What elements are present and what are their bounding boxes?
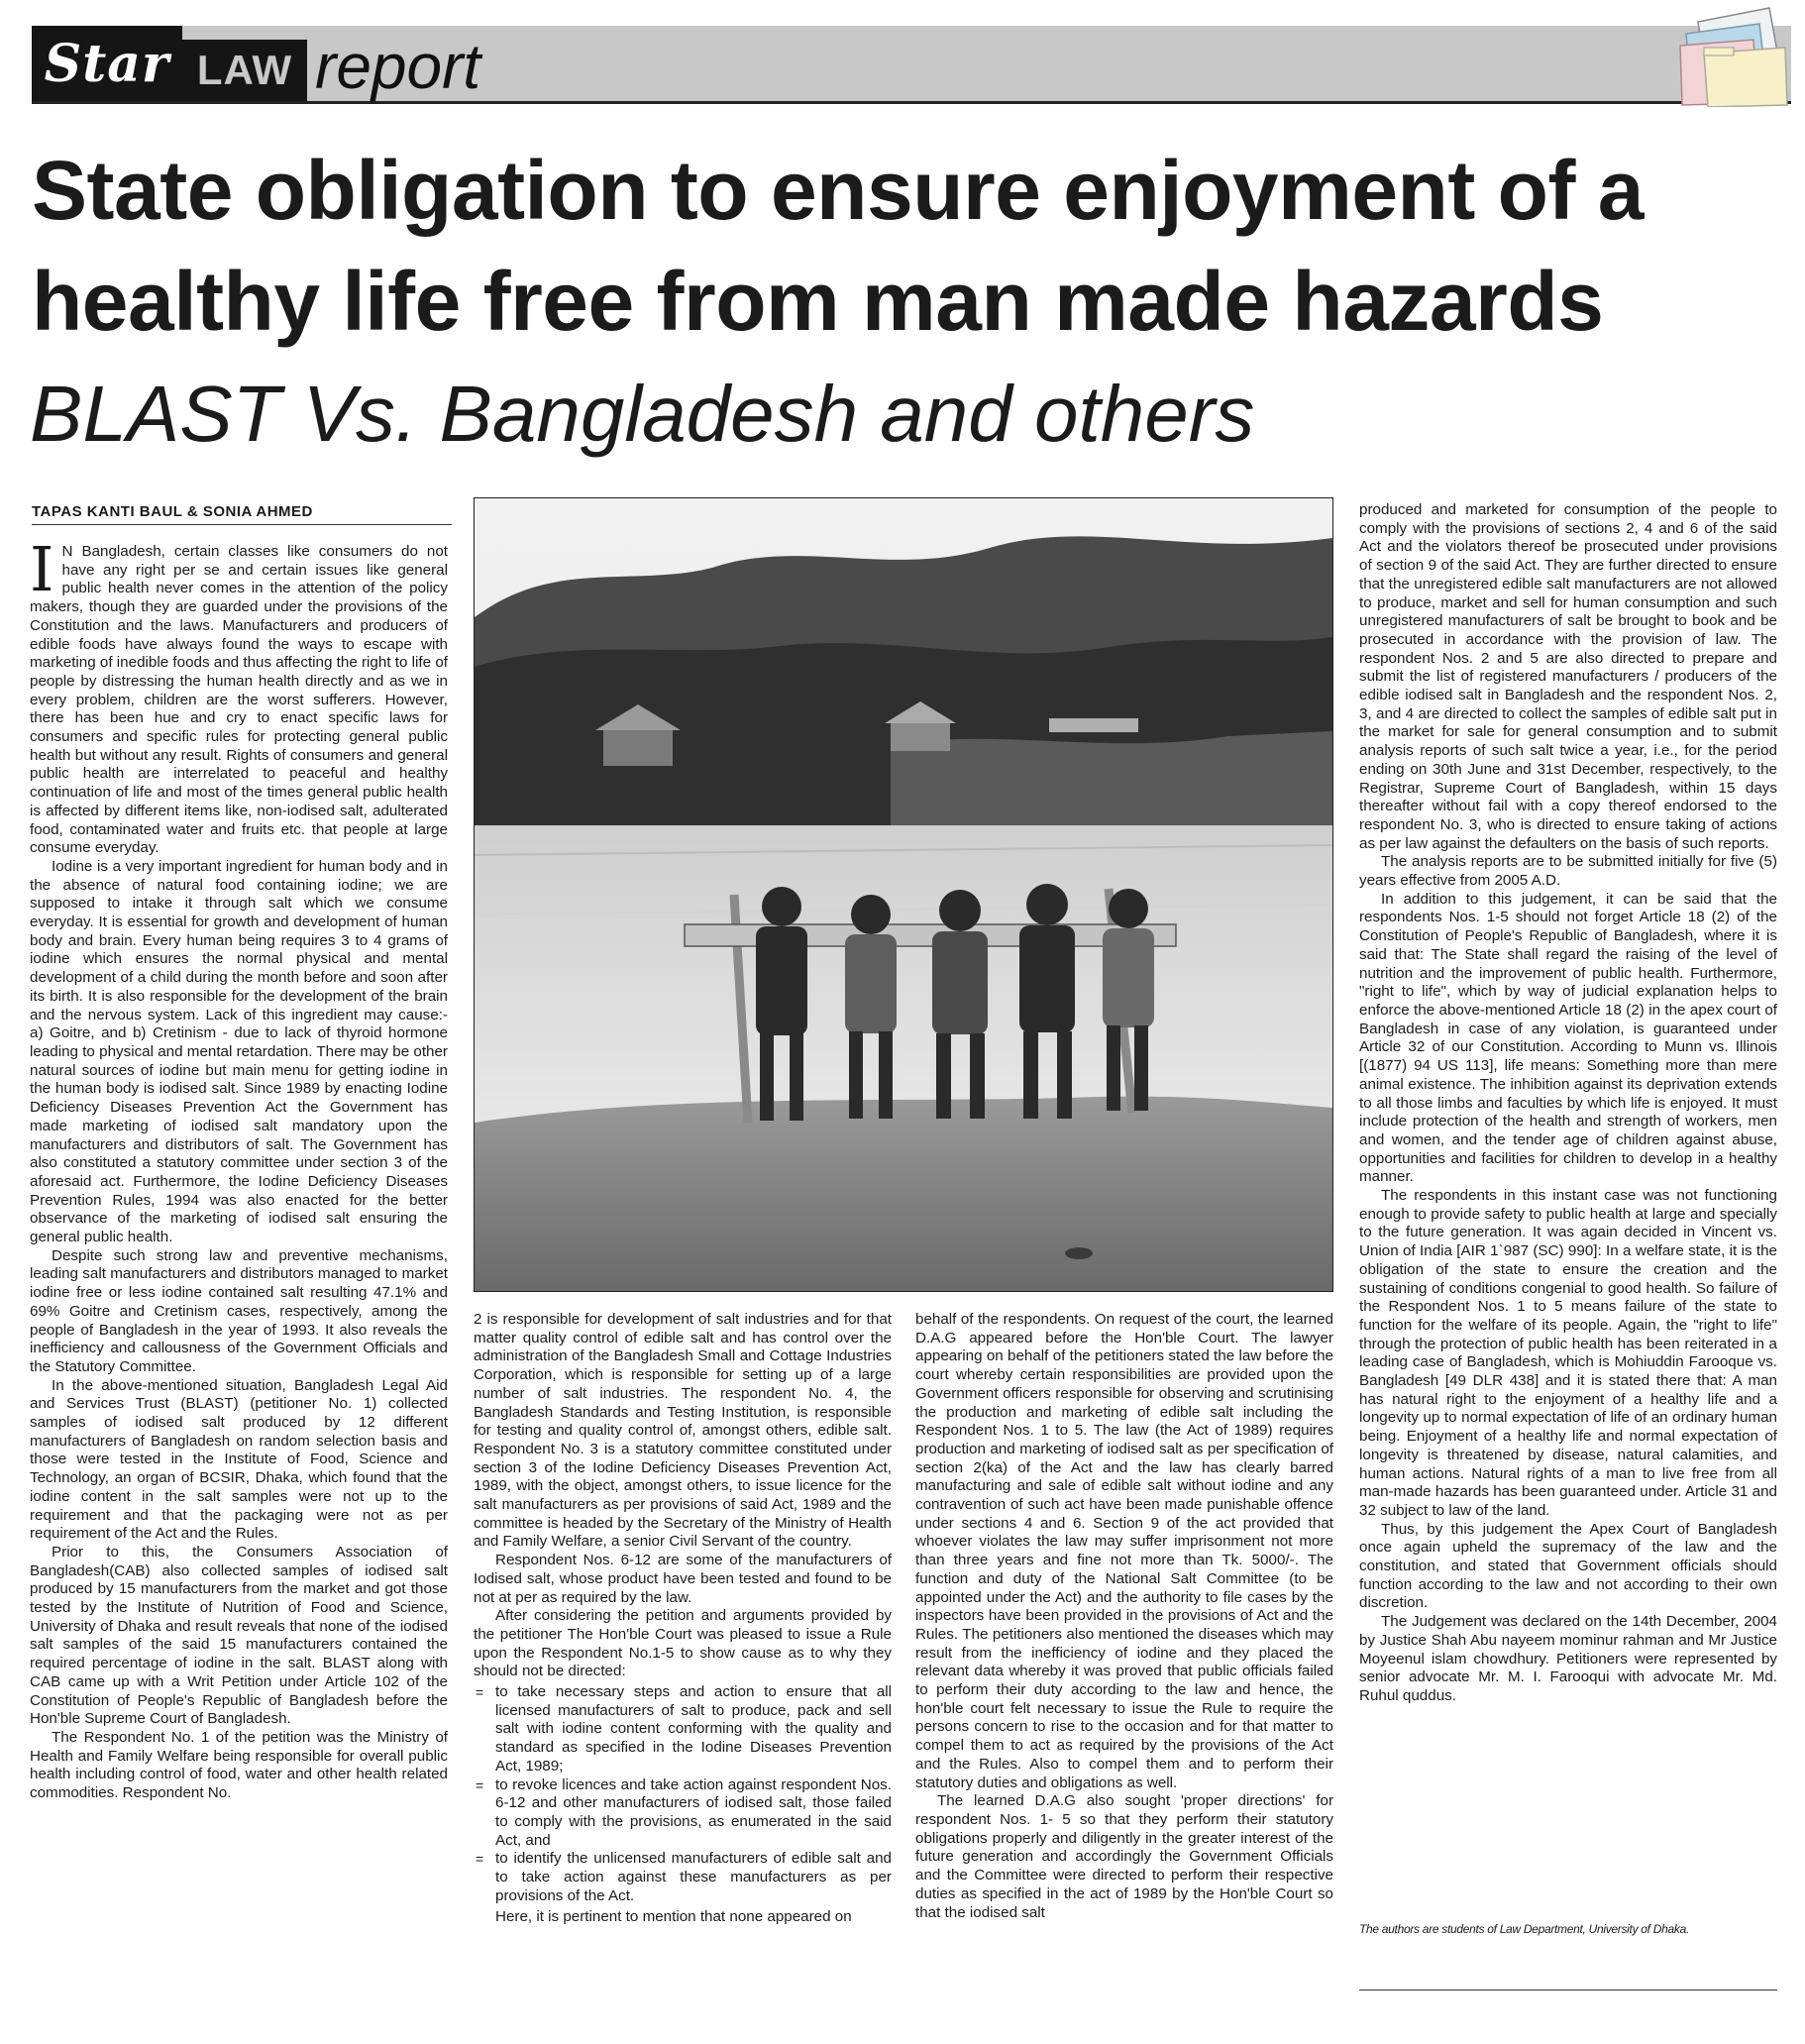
list-item-text: to take necessary steps and action to ensure that all licensed manufacturers of salt to produce, pack and sell salt with iodine content conforming with the quality and standard as specified in the Iodine Diseases Prevention Act, 1989; bbox=[495, 1683, 892, 1775]
drop-cap: I bbox=[30, 533, 54, 605]
paragraph: produced and marketed for consumption of the people to comply with the provisions of sections 2, 4 and 6 of the said Act and the violators thereof be prosecuted under provisions of section 9 of the said Act. They are further directed to ensure that the unregistered edible salt manufacturers are not allowed to produce, market and sell for human consumption and such unregistered manufacturers of salt be brought to book and be prosecuted in accordance with the provision of law. The respondent Nos. 2 and 5 are also directed to prepare and submit the list of registered manufacturers / producers of the edible iodised salt in Bangladesh and the respondent Nos. 2, 3, and 4 are directed to collect the samples of edible salt put in the market for sale for general consumption and to submit analysis reports of such salt twice a year, i.e., for the period ending on 30th June and 31st December, respectively, to the Registrar, Supreme Court of Bangladesh, within 15 days thereafter without fail with a copy thereof endorsed to the respondent No. 3, who is directed to ensure taking of actions as per law against the defaulters on the basis of such reports. bbox=[1359, 501, 1777, 852]
article-column-3 bbox=[915, 1311, 1333, 1922]
star-logo bbox=[32, 26, 182, 101]
article-photo bbox=[474, 497, 1333, 1292]
list-item bbox=[474, 1776, 892, 1851]
article-column-2 bbox=[474, 1311, 892, 1926]
directions-list bbox=[474, 1683, 892, 1905]
logo-text: Star bbox=[44, 33, 170, 94]
paragraph: behalf of the respondents. On request of the court, the learned D.A.G appeared before the Hon'ble Court. The lawyer appearing on behalf of the petitioners stated the law before the court whereby certain responsibilities are provided upon the Government officers responsible for observing and scrutinising the production and marketing of edible salt including the Respondent Nos. 1 to 5. The law (the Act of 1989) requires production and marketing of iodised salt as per specification of section 2(ka) of the Act and the law has clearly barred manufacturing and sale of edible salt without iodine and any contravention of such act have been made punishable offence under sections 4 and 6. Section 9 of the act provided that whoever violates the law may suffer imprisonment not more than three years and fine not more than Tk. 5000/-. The function and duty of the National Salt Committee (to be appointed under the Act) and the authority to file cases by the inspectors have been provided in the provisions of Act and the Rules. The petitioners also mentioned the diseases which may result from the inefficiency of iodine and they placed the relevant data whereby it was proved that public officials failed to perform their duty according to the law and hence, the hon'ble court felt necessary to issue the Rule to require the persons concern to rise to the occasion and for that matter to compel them to act as required by the provisions of the Act and the Rules. Also to compel them and to perform their statutory duties and obligations as well. bbox=[915, 1311, 1333, 1791]
section-banner bbox=[32, 26, 1791, 104]
paragraph: In the above-mentioned situation, Bangladesh Legal Aid and Services Trust (BLAST) (petitioner No. 1) collected samples of iodised salt produced by 12 different manufacturers of Bangladesh on random selection basis and those were tested in the Institute of Food, Science and Technology, an organ of BCSIR, Dhaka, which found that the iodine content in the salt samples were not up to the requirement and that the packaging were not as per requirement of the Act and the Rules. bbox=[30, 1376, 448, 1543]
paragraph: Prior to this, the Consumers Association of Bangladesh(CAB) also collected samples of iodised salt produced by 15 manufacturers from the market and got those tested by the Institute of Nutrition of Food and Science, University of Dhaka and result reveals that none of the iodised salt samples of the said 15 manufacturers contained the required percentage of iodine in the salt. BLAST along with CAB came up with a Writ Petition under Article 102 of the Constitution of People's Republic of Bangladesh before the Hon'ble Supreme Court of Bangladesh. bbox=[30, 1543, 448, 1728]
paragraph: After considering the petition and arguments provided by the petitioner The Hon'ble Court was pleased to issue a Rule upon the Respondent No.1-5 to show cause as to why they should not be directed: bbox=[474, 1607, 892, 1680]
list-item bbox=[474, 1683, 892, 1776]
paragraph: The respondents in this instant case was not functioning enough to provide safety to public health at large and specially to the future generation. It was again decided in Vincent vs. Union of India [AIR 1`987 (SC) 990]: In a welfare state, it is the obligation of the state to ensure the creation and the sustaining of conditions congenial to good health. So failure of the Respondent Nos. 1 to 5 means failure of the state to function for the welfare of its people. Again, the "right to life" through the protection of public health has been reiterated in a leading case of Bangladesh, which is Mohiuddin Farooque vs. Bangladesh [49 DLR 438] and it is stated there that: A man has natural right to the enjoyment of a healthy life and a longevity up to normal expectation of life of an ordinary human being. Enjoyment of a healthy life and normal expectation of longevity is threatened by disease, natural calamities, and human actions. Natural rights of a man to live free from all man-made hazards has been guaranteed under. Article 31 and 32 subject to law of the land. bbox=[1359, 1187, 1777, 1519]
paragraph: Thus, by this judgement the Apex Court of Bangladesh once again upheld the supremacy of the law and the constitution, and stated that Government officials should function according to the law and not according to their own discretion. bbox=[1359, 1520, 1777, 1612]
bullet-icon: = bbox=[476, 1776, 484, 1793]
list-item-text: to revoke licences and take action against respondent Nos. 6-12 and other manufacturers of iodised salt, those failed to comply with the provisions, as enumerated in the said Act, and bbox=[495, 1775, 892, 1849]
report-label: report bbox=[315, 31, 481, 102]
headline: State obligation to ensure enjoyment of a healthy life free from man made hazards bbox=[32, 144, 1645, 348]
law-label: LAW bbox=[196, 47, 293, 93]
paragraph bbox=[30, 533, 448, 858]
paragraph: Despite such strong law and preventive mechanisms, leading salt manufacturers and distributors managed to market iodine free or less iodine contained salt resulting 47.1% and 69% Goitre and Cretinism cases, respectively, among the people of Bangladesh in the year of 1993. It also reveals the inefficiency and callousness of the Government Officials and the Statutory Committee. bbox=[30, 1246, 448, 1375]
byline: TAPAS KANTI BAUL & SONIA AHMED bbox=[32, 503, 452, 525]
list-item-text: to identify the unlicensed manufacturers of edible salt and to take action against these manufacturers as per provisions of the Act. bbox=[495, 1850, 892, 1904]
bullet-icon: = bbox=[476, 1851, 484, 1868]
paragraph: Respondent Nos. 6-12 are some of the manufacturers of Iodised salt, whose product have been tested and found to be not at per as required by the law. bbox=[474, 1552, 892, 1606]
folder-stack-icon bbox=[1674, 4, 1791, 107]
paragraph: Iodine is a very important ingredient for human body and in the absence of natural food containing iodine; we are supposed to intake it through salt which we consume everyday. It is essential for growth and development of human body and brain. Every human being requires 3 to 4 grams of iodine which ensures the normal physical and mental development of a child during the month before and soon after its birth. It is also responsible for the development of the brain and the nervous system. Lack of this ingredient may cause:- a) Goitre, and b) Cretinism - due to lack of thyroid hormone leading to physical and mental retardation. There may be other natural sources of iodine but main menu for getting iodine in the human body is iodised salt. Since 1989 by enacting Iodine Deficiency Diseases Prevention Act the Government has made marketing of iodised salt mandatory upon the manufacturers and distributors of salt. The Government has also constituted a statutory committee under section 3 of the aforesaid act. Furthermore, the Iodine Deficiency Diseases Prevention Rules, 1994 was also enacted for the better observance of the marketing of iodised salt ensuring the general public health. bbox=[30, 857, 448, 1246]
subhead: BLAST Vs. Bangladesh and others bbox=[30, 370, 1255, 458]
paragraph: 2 is responsible for development of salt industries and for that matter quality control of edible salt and has control over the administration of the Bangladesh Small and Cottage Industries Corporation, which is responsible for setting up of a large number of salt industries. The respondent No. 4, the Bangladesh Standards and Testing Institution, is responsible for testing and quality control of, amongst others, edible salt. Respondent No. 3 is a statutory committee constituted under section 3 of the Iodine Deficiency Diseases Prevention Act, 1989, with the object, amongst others, to issue licence for the salt manufacturers as per provisions of said Act, 1989 and the committee is headed by the Secretary of the Ministry of Health and Family Welfare, a senior Civil Servant of the country. bbox=[474, 1311, 892, 1551]
photo-children-on-bench bbox=[475, 498, 1332, 1291]
law-label-box bbox=[182, 40, 307, 101]
article-column-4 bbox=[1359, 501, 1777, 1706]
author-footnote: The authors are students of Law Department, University of Dhaka. bbox=[1359, 1922, 1689, 1936]
bullet-icon: = bbox=[476, 1684, 484, 1701]
paragraph: The Respondent No. 1 of the petition was the Ministry of Health and Family Welfare being responsible for overall public health including control of food, water and other health related commodities. Respondent No. bbox=[30, 1729, 448, 1802]
list-item bbox=[474, 1850, 892, 1905]
paragraph: The learned D.A.G also sought 'proper directions' for respondent Nos. 1- 5 so that they perform their statutory obligations properly and diligently in the greater interest of the future generation and accordingly the Government Officials and the Committee were directed to perform their respective duties as specified in the act of 1989 by the Hon'ble Court so that the iodised salt bbox=[915, 1792, 1333, 1921]
paragraph: The analysis reports are to be submitted initially for five (5) years effective from 2005 A.D. bbox=[1359, 853, 1777, 890]
article-column-1 bbox=[30, 533, 448, 1803]
paragraph: In addition to this judgement, it can be said that the respondents Nos. 1-5 should not forget Article 18 (2) of the Constitution of People's Republic of Bangladesh, where it is said that: The State shall regard the raising of the level of nutrition and the improvement of public health. Furthermore, "right to life", which by way of judicial explanation helps to enforce the above-mentioned Article 18 (2) in the apex court of Bangladesh in case of any violation, is guaranteed under Article 32 of our Constitution. According to Munn vs. Illinois [(1877) 94 US 113], life means: Something more than mere animal existence. The inhibition against its deprivation extends to all those limbs and faculties by which life is enjoyed. It must include protection of the health and strength of workers, men and women, and the tender age of children against abuse, opportunities and facilities for children to develop in a healthy manner. bbox=[1359, 890, 1777, 1186]
paragraph: Here, it is pertinent to mention that none appeared on bbox=[495, 1907, 852, 1925]
paragraph: The Judgement was declared on the 14th December, 2004 by Justice Shah Abu nayeem mominur rahman and Mr Justice Moyeenul islam chowdhury. Petitioners were represented by senior advocate Mr. M. I. Farooqui with advocate Mr. Md. Ruhul quddus. bbox=[1359, 1613, 1777, 1704]
paragraph-text: N Bangladesh, certain classes like consumers do not have any right per se and certain issues like general public health never comes in the attention of the policy makers, though they are guarded under the provisions of the Constitution and the laws. Manufacturers and producers of edible foods have always found the ways to escape with marketing of inedible foods and thus affecting the right to life of people by distressing the human health directly and as we in every problem, children are the worst sufferers. However, there has been hue and cry to enact specific laws for consumers and specific rules for protecting general public health but without any result. Rights of consumers and general public health are interrelated to peaceful and healthy continuation of life and most of the times general public health is affected by different items like, non-iodised salt, adulterated food, contaminated water and fruits etc. that people at large consume everyday. bbox=[30, 543, 448, 857]
